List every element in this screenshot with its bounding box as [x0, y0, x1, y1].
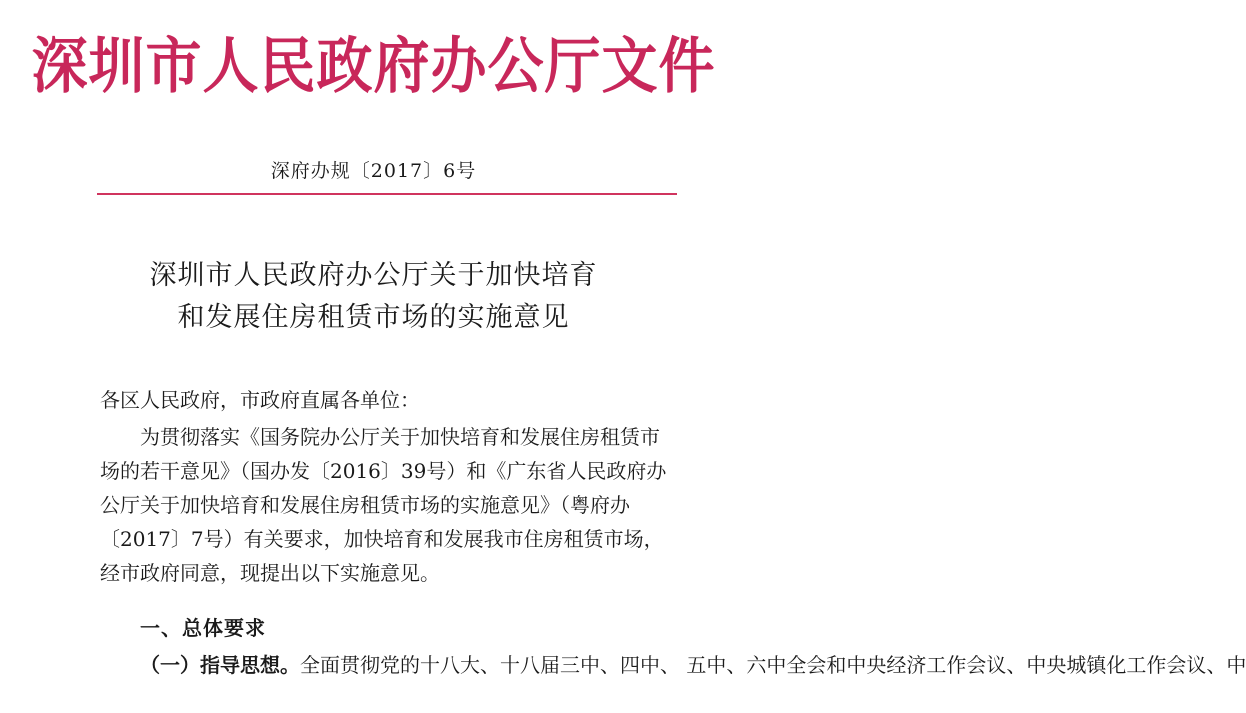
intro-line: 为贯彻落实《国务院办公厅关于加快培育和发展住房租赁市	[140, 425, 660, 449]
red-divider-rule	[97, 193, 677, 195]
document-number: 深府办规〔2017〕6号	[270, 160, 477, 182]
intro-line: 〔2017〕7号）有关要求，加快培育和发展我市住房租赁市场，	[100, 527, 664, 551]
subsection-label: （一）指导思想。	[140, 653, 300, 677]
document-masthead: 深圳市人民政府办公厅文件	[31, 31, 716, 102]
intro-line: 公厅关于加快培育和发展住房租赁市场的实施意见》（粤府办	[100, 493, 630, 517]
paragraph-line	[100, 653, 680, 677]
intro-line: 经市政府同意，现提出以下实施意见。	[100, 561, 440, 585]
subsection-text: 全面贯彻党的十八大、十八届三中、四中、	[300, 653, 680, 677]
section-heading: 一、总体要求	[140, 616, 266, 640]
title-line-1: 深圳市人民政府办公厅关于加快培育	[149, 260, 598, 291]
guiding-thought-paragraph	[100, 648, 1246, 682]
title-line-2: 和发展住房租赁市场的实施意见	[177, 302, 570, 333]
intro-line: 场的若干意见》（国办发〔2016〕39号）和《广东省人民政府办	[100, 459, 667, 483]
intro-paragraph	[100, 420, 690, 590]
salutation: 各区人民政府，市政府直属各单位：	[100, 388, 420, 412]
document-title	[0, 255, 747, 339]
paragraph-line: 五中、六中全会和中央经济工作会议、中央城镇化工作会议、中	[686, 653, 1246, 677]
